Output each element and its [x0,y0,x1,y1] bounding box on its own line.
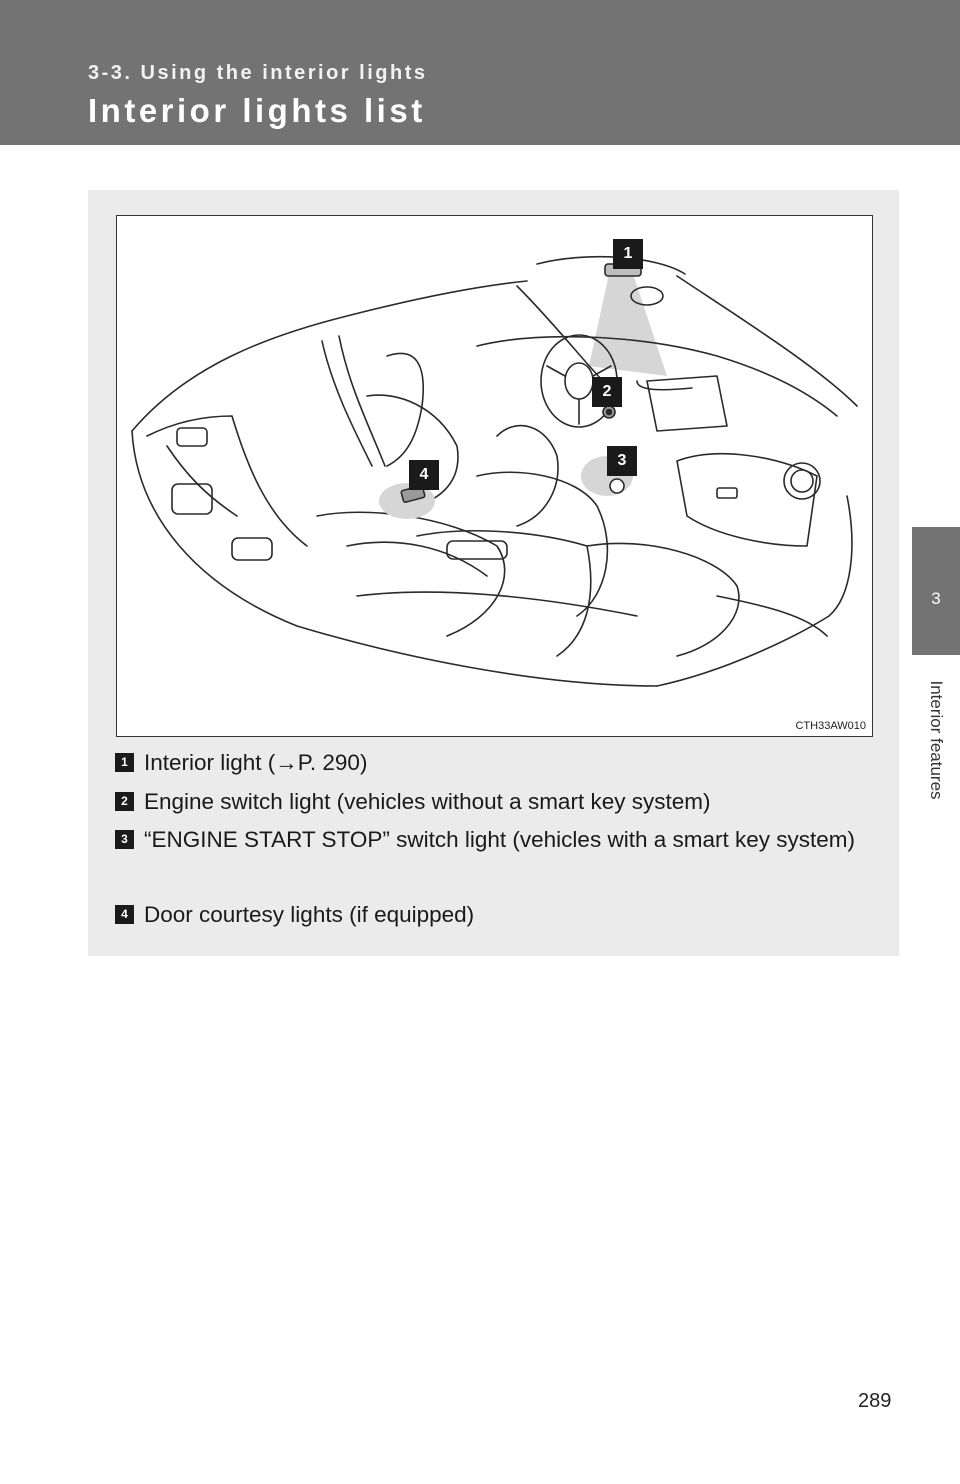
marker-4: 4 [115,905,134,924]
page-title: Interior lights list [88,92,426,129]
legend-text: Interior light (→P. 290) [144,750,368,775]
interior-illustration [116,215,873,737]
callout-2: 2 [592,377,622,407]
legend-item-door-courtesy-lights [115,897,875,932]
legend-text: Door courtesy lights (if equipped) [144,902,475,927]
marker-1: 1 [115,753,134,772]
page-number: 289 [858,1390,892,1412]
legend-item-start-stop-light [115,822,875,892]
legend-text: “ENGINE START STOP” switch light (vehicles with a smart key system) [144,827,855,852]
section-heading: 3-3. Using the interior lights [88,62,428,84]
callout-4: 4 [409,460,439,490]
car-interior-drawing [117,216,872,736]
legend-text: Engine switch light (vehicles without a smart key system) [144,789,711,814]
chapter-tab [912,527,960,655]
figure-code: CTH33AW010 [795,720,866,732]
legend-item-engine-switch-light [115,784,875,819]
page-header-band [0,0,960,145]
callout-3: 3 [607,446,637,476]
callout-1: 1 [613,239,643,269]
legend-item-interior-light [115,745,875,780]
marker-2: 2 [115,792,134,811]
chapter-number: 3 [931,589,941,608]
chapter-label: Interior features [927,680,946,800]
marker-3: 3 [115,830,134,849]
